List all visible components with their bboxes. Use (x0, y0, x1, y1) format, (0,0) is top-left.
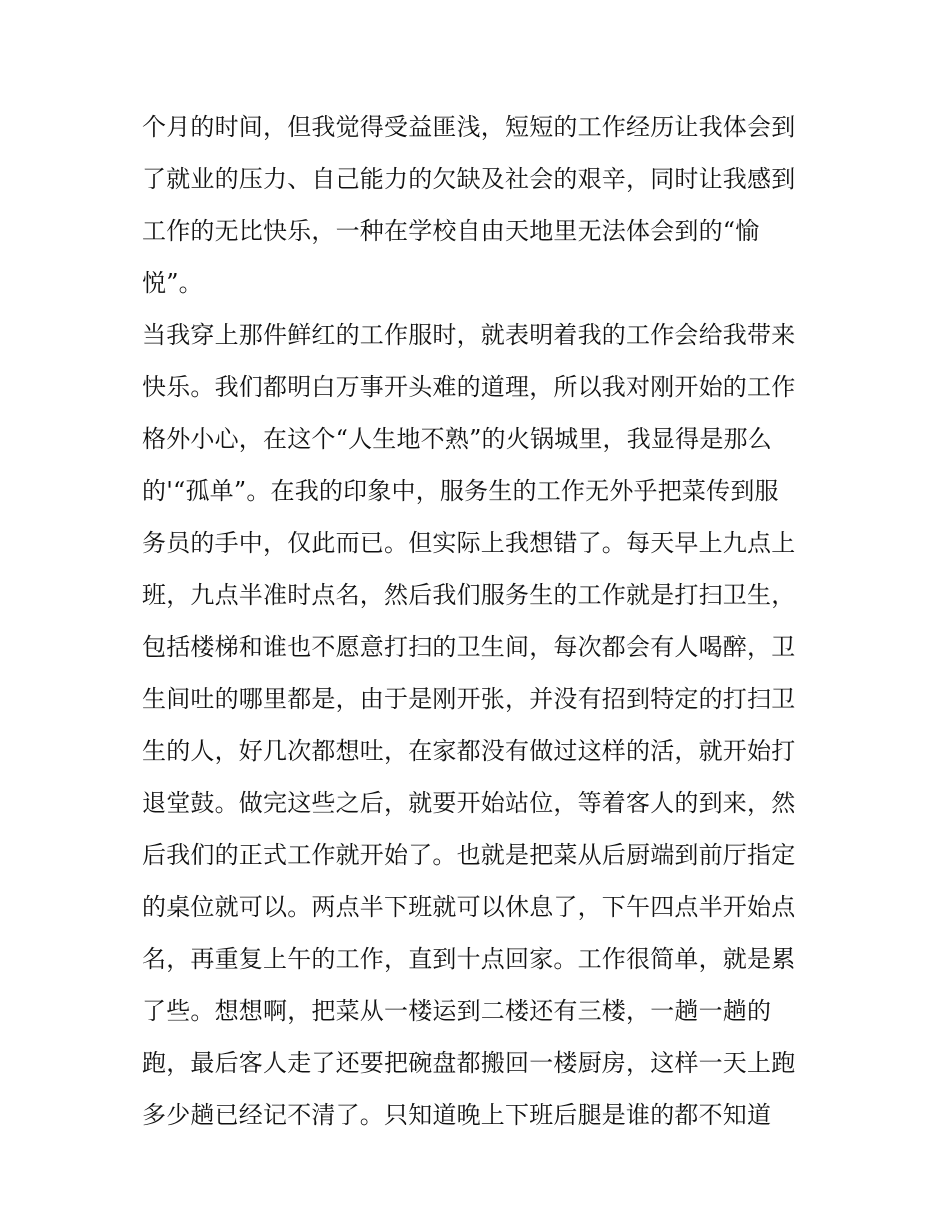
text-line-1: 个月的时间，但我觉得受益匪浅，短短的工作经历让我体会到 (142, 113, 796, 141)
text-line-5: 当我穿上那件鲜红的工作服时，就表明着我的工作会给我带来 (142, 321, 796, 349)
text-line-11: 包括楼梯和谁也不愿意打扫的卫生间，每次都会有人喝醉，卫 (142, 633, 796, 661)
text-line-13: 生的人，好几次都想吐，在家都没有做过这样的活，就开始打 (142, 737, 796, 765)
text-line-2: 了就业的压力、自己能力的欠缺及社会的艰辛，同时让我感到 (142, 165, 796, 193)
text-line-6: 快乐。我们都明白万事开头难的道理，所以我对刚开始的工作 (142, 373, 796, 401)
text-line-16: 的桌位就可以。两点半下班就可以休息了，下午四点半开始点 (142, 893, 796, 921)
text-line-3: 工作的无比快乐，一种在学校自由天地里无法体会到的“愉 (142, 217, 760, 245)
text-line-17: 名，再重复上午的工作，直到十点回家。工作很简单，就是累 (142, 945, 796, 973)
text-line-19: 跑，最后客人走了还要把碗盘都搬回一楼厨房，这样一天上跑 (142, 1049, 796, 1077)
text-line-7: 格外小心，在这个“人生地不熟”的火锅城里，我显得是那么 (142, 425, 772, 453)
text-line-14: 退堂鼓。做完这些之后，就要开始站位，等着客人的到来，然 (142, 789, 796, 817)
text-line-18: 了些。想想啊，把菜从一楼运到二楼还有三楼，一趟一趟的 (142, 997, 772, 1025)
text-line-15: 后我们的正式工作就开始了。也就是把菜从后厨端到前厅指定 (142, 841, 796, 869)
text-line-4: 悦”。 (142, 269, 203, 297)
text-line-20: 多少趟已经记不清了。只知道晚上下班后腿是谁的都不知道 (142, 1101, 772, 1129)
text-line-12: 生间吐的哪里都是，由于是刚开张，并没有招到特定的打扫卫 (142, 685, 796, 713)
text-line-9: 务员的手中，仅此而已。但实际上我想错了。每天早上九点上 (142, 529, 796, 557)
text-line-8: 的'“孤单”。在我的印象中，服务生的工作无外乎把菜传到服 (142, 477, 779, 505)
text-line-10: 班，九点半准时点名，然后我们服务生的工作就是打扫卫生， (142, 581, 796, 609)
